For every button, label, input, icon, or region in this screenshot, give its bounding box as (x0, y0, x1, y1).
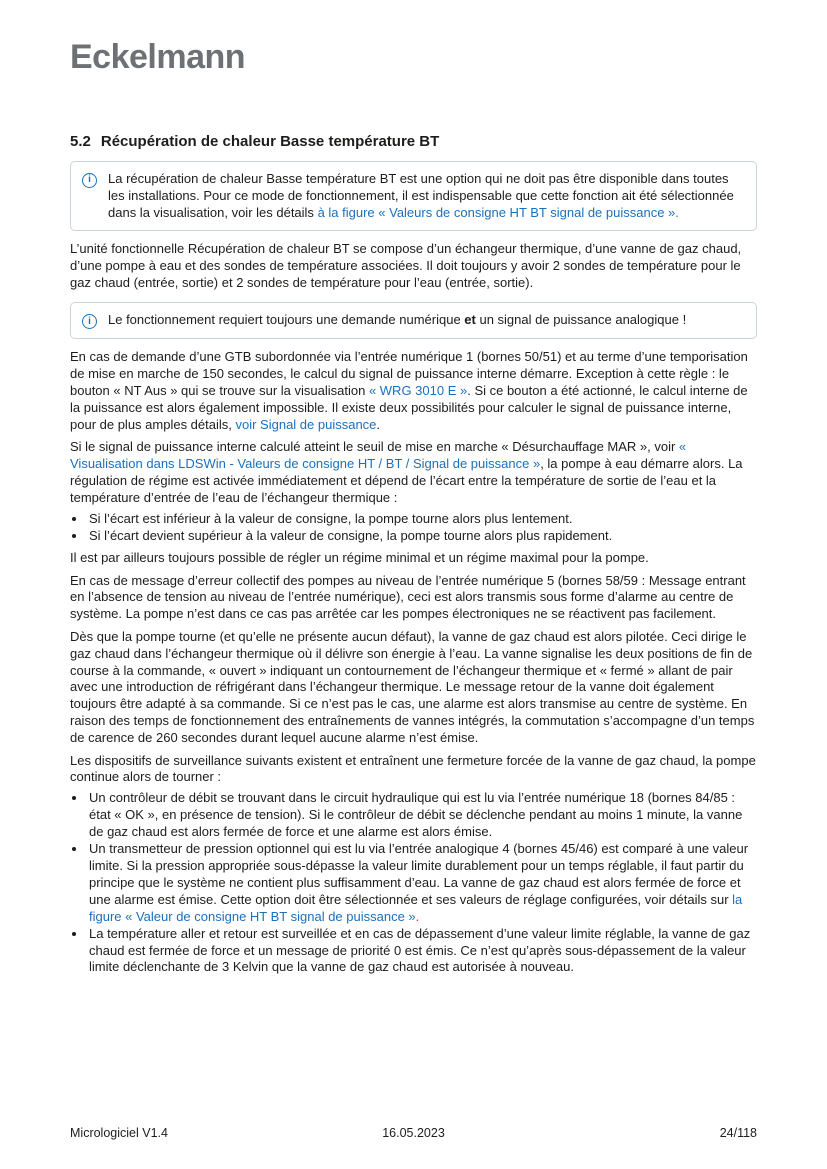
paragraph-text: Si le signal de puissance interne calculé atteint le seuil de mise en marche « Désurchauffage MAR », voir (70, 439, 679, 455)
footer-date: 16.05.2023 (382, 1126, 445, 1140)
paragraph-regime-minimal-maximal (70, 550, 757, 567)
paragraph-seuil-mise-en-marche (70, 439, 757, 507)
footer-page-number: 24/118 (719, 1126, 757, 1140)
paragraph-text: . Si ce bouton a été actionné, le calcul interne de la puissance est alors également impossible. Il existe deux possibilités pour calculer le signal de puissance interne, pour de plus amples détails, (70, 382, 748, 432)
info-box-2-body-end: un signal de puissance analogique ! (475, 312, 687, 328)
section-title: Récupération de chaleur Basse température BT (100, 132, 440, 150)
section-number: 5.2 (70, 132, 91, 150)
link-figure-valeur-consigne-ht-bt[interactable]: la figure « Valeur de consigne HT BT signal de puissance » (89, 891, 743, 924)
link-figure-valeurs-consigne-ht-bt[interactable]: à la figure « Valeurs de consigne HT BT signal de puissance ». (317, 204, 679, 220)
paragraph-vanne-gaz-chaud (70, 629, 757, 747)
bullet-list-surveillance (70, 790, 757, 976)
paragraph-text: , la pompe à eau démarre alors. La régulation de régime est activée immédiatement et dépend de l’écart entre la température de sortie de l’eau et la température d’entrée de l’eau de l’échangeur thermique : (70, 456, 743, 505)
list-item (87, 790, 757, 841)
paragraph-text: En cas de message d’erreur collectif des pompes au niveau de l’entrée numérique 5 (bornes 58/59 : Message entrant en l’absence de tension au niveau de l’entrée numérique), ceci est alors transmis sous forme d’alarme au centre de système. La pompe n’est dans ce cas pas arrêtée car les pompes électroniques ne se réactivent pas facilement. (70, 572, 746, 622)
paragraph-dispositifs-surveillance (70, 753, 757, 787)
list-item-text: La température aller et retour est surveillée et en cas de dépassement d’une valeur limite réglable, la vanne de gaz chaud est fermée de force et un message de priorité 0 est émis. Ce n’est qu’après sous-dépassement de la valeur limite déclenchante de 3 Kelvin que la vanne de gaz chaud est autorisée à nouveau. (89, 925, 751, 975)
paragraph-text: L’unité fonctionnelle Récupération de chaleur BT se compose d’un échangeur thermique, d’une vanne de gaz chaud, d’une pompe à eau et des sondes de température associées. Il doit toujours y avoir 2 sondes de température pour le gaz chaud (entrée, sortie) et 2 sondes de température pour l’eau (entrée, sortie). (70, 241, 742, 291)
paragraph-text: . (376, 416, 381, 432)
list-item-text: Si l’écart est inférieur à la valeur de consigne, la pompe tourne alors plus lentement. (89, 510, 573, 526)
info-box-1-text (108, 171, 744, 222)
list-item (87, 926, 757, 977)
info-box-1 (70, 161, 757, 232)
eckelmann-logo: Eckelmann (70, 38, 246, 76)
list-item-text: Un contrôleur de débit se trouvant dans le circuit hydraulique qui est lu via l’entrée numérique 18 (bornes 84/85 : état « OK », en présence de tension). Si le contrôleur de débit se déclenche pendant au moins 1 minute, la vanne de gaz chaud est alors fermée de force et une alarme est alors émise. (89, 790, 743, 840)
paragraph-text: Dès que la pompe tourne (et qu’elle ne présente aucun défaut), la vanne de gaz chaud est alors pilotée. Ceci dirige le gaz chaud dans l’échangeur thermique où il délivre son énergie à l’eau. La vanne signalise les deux positions de fin de course à la commande, « ouvert » indiquant un contournement de l’échangeur thermique et « fermé » allant de pair avec une introduction de réfrigérant dans l’échangeur thermique. Le message retour de la vanne doit également toujours être adapté à sa commande. Si ce n’est pas le cas, une alarme est alors transmise au centre de système. En raison des temps de fonctionnement des entraînements de vannes intégrés, la commutation s’accompagne d’un temps de carence de 260 secondes durant lequel aucune alarme n’est émise. (70, 628, 755, 746)
page-content (70, 0, 757, 976)
link-visualisation-ldswin[interactable]: « Visualisation dans LDSWin - Valeurs de consigne HT / BT / Signal de puissance » (70, 439, 687, 472)
emphasis-et: et (464, 312, 476, 328)
link-wrg-3010-e[interactable]: « WRG 3010 E » (368, 382, 468, 398)
red-period: . (415, 908, 420, 924)
info-box-1-body: La récupération de chaleur Basse température BT est une option qui ne doit pas être disponible dans toutes les installations. Pour ce mode de fonctionnement, il est indispensable que cette fonction ait été sélectionnée dans la visualisation, voir les détails (108, 170, 734, 220)
bullet-list-ecart (70, 511, 757, 545)
paragraph-text: Les dispositifs de surveillance suivants existent et entraînent une fermeture forcée de la vanne de gaz chaud, la pompe continue alors de tourner : (70, 752, 756, 785)
info-box-2-text (108, 312, 744, 329)
link-signal-de-puissance[interactable]: voir Signal de puissance (235, 416, 377, 432)
list-item (87, 841, 757, 926)
list-item-text: Si l’écart devient supérieur à la valeur de consigne, la pompe tourne alors plus rapidement. (89, 527, 613, 543)
page-footer (70, 1126, 757, 1140)
info-box-2-body: Le fonctionnement requiert toujours une demande numérique (108, 312, 465, 328)
info-icon: i (82, 314, 97, 329)
paragraph-text: En cas de demande d’une GTB subordonnée via l’entrée numérique 1 (bornes 50/51) et au terme d’une temporisation de mise en marche de 150 secondes, le calcul du signal de puissance interne démarre. Exception à cette règle : le bouton « NT Aus » qui se trouve sur la visualisation (70, 349, 748, 398)
info-box-2 (70, 302, 757, 339)
paragraph-demande-gtb (70, 349, 757, 434)
list-item (87, 511, 757, 528)
paragraph-message-erreur-collectif (70, 573, 757, 624)
section-heading (70, 133, 757, 151)
paragraph-text: Il est par ailleurs toujours possible de régler un régime minimal et un régime maximal pour la pompe. (70, 550, 649, 566)
list-item (87, 528, 757, 545)
footer-firmware-version: Micrologiciel V1.4 (70, 1126, 168, 1140)
paragraph-unite-fonctionnelle (70, 241, 757, 292)
list-item-text: Un transmetteur de pression optionnel qui est lu via l’entrée analogique 4 (bornes 45/46) est comparé à une valeur limite. Si la pression appropriée sous-dépasse la valeur limite durablement pour un temps réglable, il faut partir du principe que le système ne contient plus suffisamment d’eau. La vanne de gaz chaud est alors fermée de force et une alarme est émise. Cette option doit être sélectionnée et ses valeurs de réglage configurées, voir détails sur (89, 841, 749, 907)
info-icon: i (82, 173, 97, 188)
